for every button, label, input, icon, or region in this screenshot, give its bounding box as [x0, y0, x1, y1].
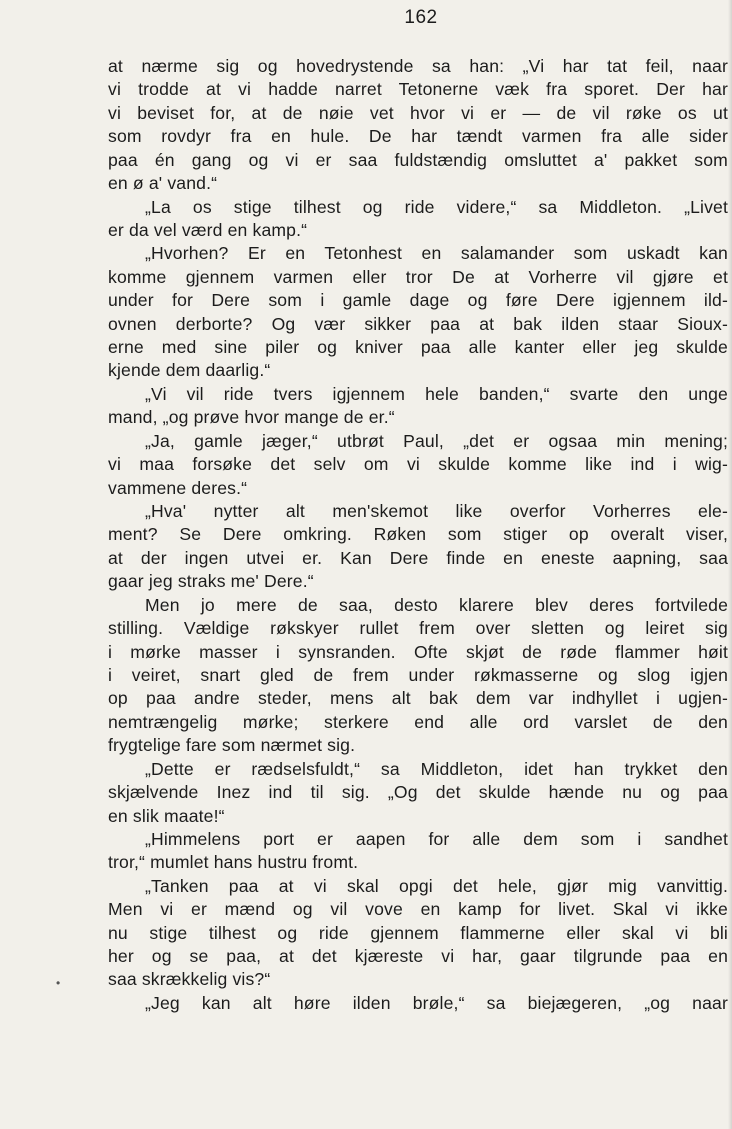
text-line: tror,“ mumlet hans hustru fromt.	[108, 852, 359, 873]
text-line: „Hvorhen? Er en Tetonhest en salamander som uskadt kan	[145, 243, 728, 264]
paragraph	[108, 828, 728, 875]
text-line: er da vel værd en kamp.“	[108, 219, 308, 240]
text-line: ovnen derborte? Og vær sikker paa at bak ilden staar Sioux-	[108, 313, 728, 334]
text-line: under for Dere som i gamle dage og føre Dere igjennem ild-	[108, 290, 728, 311]
text-line: at der ingen utvei er. Kan Dere finde en eneste aapning, saa	[108, 547, 728, 568]
text-line: vi maa forsøke det selv om vi skulde komme like ind i wig-	[108, 454, 728, 475]
text-line: „Himmelens port er aapen for alle dem som i sandhet	[145, 828, 728, 849]
text-line: som rovdyr fra en hule. De har tændt varmen fra alle sider	[108, 126, 728, 147]
text-line: komme gjennem varmen eller tror De at Vorherre vil gjøre et	[108, 266, 728, 287]
text-line: paa én gang og vi er saa fuldstændig omsluttet a' pakket som	[108, 149, 728, 170]
text-line: i mørke masser i synsranden. Ofte skjøt de røde flammer høit	[108, 641, 728, 662]
paragraph	[108, 430, 728, 500]
body-text	[108, 55, 728, 1015]
text-line: op paa andre steder, mens alt bak dem var indhyllet i ugjen-	[108, 688, 728, 709]
paragraph	[108, 594, 728, 758]
text-line: vammene deres.“	[108, 477, 248, 498]
page-number: 162	[404, 7, 438, 28]
text-line: vi beviset for, at de nøie vet hvor vi er — de vil røke os ut	[108, 102, 728, 123]
text-line: „Tanken paa at vi skal opgi det hele, gjør mig vanvittig.	[145, 875, 728, 896]
text-line: stilling. Vældige røkskyer rullet frem over sletten og leiret sig	[108, 618, 728, 639]
text-line: Men jo mere de saa, desto klarere blev deres fortvilede	[145, 594, 728, 615]
paragraph	[108, 992, 728, 1015]
text-line: saa skrækkelig vis?“	[108, 969, 271, 990]
margin-mark: •	[56, 976, 61, 990]
text-line: ment? Se Dere omkring. Røken som stiger op overalt viser,	[108, 524, 728, 545]
text-line: erne med sine piler og kniver paa alle kanter eller jeg skulde	[108, 337, 728, 358]
text-line: nu stige tilhest og ride gjennem flammerne eller skal vi bli	[108, 922, 728, 943]
text-line: her og se paa, at det kjæreste vi har, gaar tilgrunde paa en	[108, 946, 728, 967]
text-line: Men vi er mænd og vil vove en kamp for livet. Skal vi ikke	[108, 899, 728, 920]
text-line: „Dette er rædselsfuldt,“ sa Middleton, idet han trykket den	[145, 758, 728, 779]
paragraph	[108, 758, 728, 828]
text-line: nemtrængelig mørke; sterkere end alle ord varslet de den	[108, 711, 728, 732]
page-edge-shadow	[728, 0, 732, 1129]
text-line: kjende dem daarlig.“	[108, 360, 271, 381]
text-line: „La os stige tilhest og ride videre,“ sa Middleton. „Livet	[145, 196, 728, 217]
text-line: gaar jeg straks me' Dere.“	[108, 571, 314, 592]
text-line: i veiret, snart gled de frem under røkmasserne og slog igjen	[108, 664, 728, 685]
paragraph	[108, 242, 728, 383]
text-line: „Jeg kan alt høre ilden brøle,“ sa biejægeren, „og naar	[145, 992, 728, 1013]
paragraph	[108, 500, 728, 594]
text-line: vi trodde at vi hadde narret Tetonerne væk fra sporet. Der har	[108, 79, 728, 100]
text-line: frygtelige fare som nærmet sig.	[108, 735, 356, 756]
paragraph	[108, 383, 728, 430]
paragraph	[108, 196, 728, 243]
text-line: en slik maate!“	[108, 805, 225, 826]
text-line: mand, „og prøve hvor mange de er.“	[108, 407, 395, 428]
text-line: „Hva' nytter alt men'skemot like overfor Vorherres ele-	[145, 501, 728, 522]
text-line: „Vi vil ride tvers igjennem hele banden,“ svarte den unge	[145, 383, 728, 404]
text-line: en ø a' vand.“	[108, 173, 218, 194]
text-line: skjælvende Inez ind til sig. „Og det skulde hænde nu og paa	[108, 782, 728, 803]
paragraph	[108, 875, 728, 992]
paragraph	[108, 55, 728, 196]
text-line: „Ja, gamle jæger,“ utbrøt Paul, „det er ogsaa min mening;	[145, 430, 728, 451]
text-line: at nærme sig og hovedrystende sa han: „Vi har tat feil, naar	[108, 56, 728, 76]
